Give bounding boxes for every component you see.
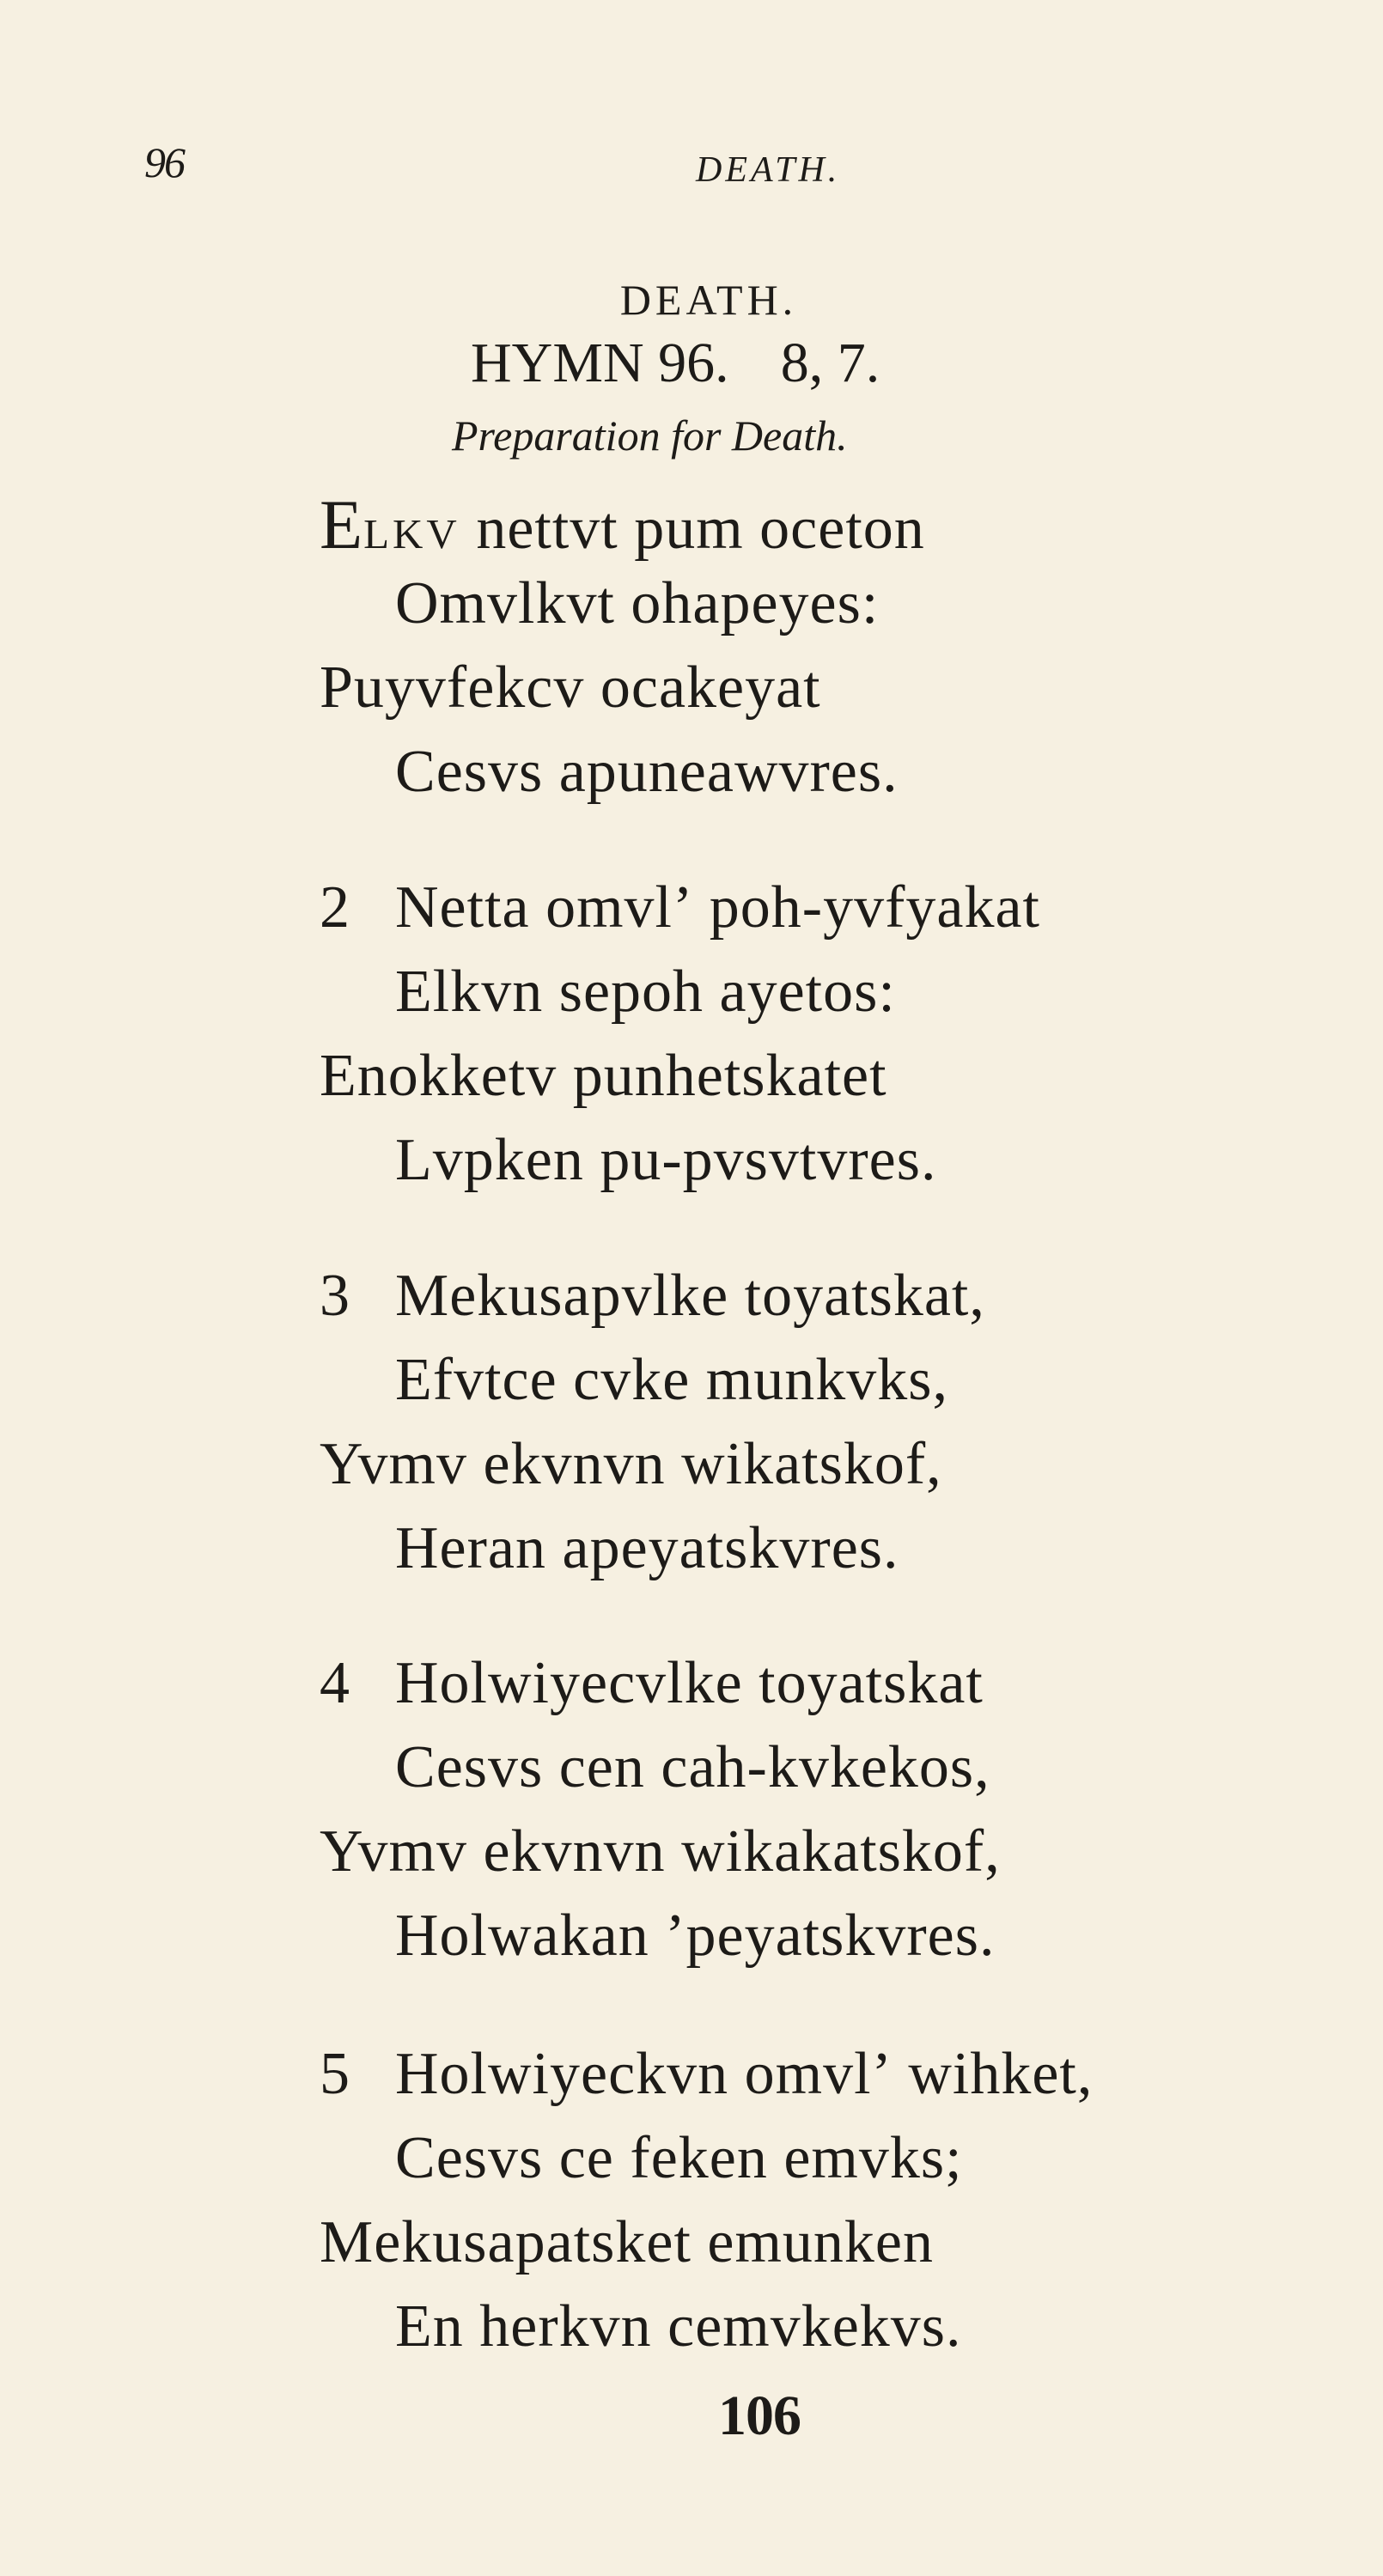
stanza-4-line-2: Cesvs cen cah-kvkekos, bbox=[395, 1734, 990, 1800]
section-title: DEATH. bbox=[619, 276, 798, 324]
stanza-5-line-2: Cesvs ce feken emvks; bbox=[395, 2125, 963, 2191]
stanza-4-line-1: Holwiyecvlke toyatskat bbox=[395, 1650, 984, 1716]
stanza-1-line-4: Cesvs apuneawvres. bbox=[395, 739, 899, 805]
stanza-2-line-2: Elkvn sepoh ayetos: bbox=[395, 959, 896, 1025]
line-1-rest: nettvt pum oceton bbox=[460, 496, 925, 562]
stanza-5-line-3: Mekusapatsket emunken bbox=[320, 2209, 934, 2275]
first-word-rest: lkv bbox=[363, 496, 460, 562]
stanza-4-line-3: Yvmv ekvnvn wikakatskof, bbox=[320, 1818, 1001, 1885]
stanza-3-line-1: Mekusapvlke toyatskat, bbox=[395, 1263, 985, 1329]
drop-initial: E bbox=[320, 485, 364, 563]
stanza-1-line-3: Puyvfekcv ocakeyat bbox=[320, 655, 821, 721]
stanza-number: 2 bbox=[320, 874, 350, 941]
hymn-meter: 8, 7. bbox=[780, 332, 880, 394]
stanza-3-line-3: Yvmv ekvnvn wikatskof, bbox=[320, 1431, 942, 1497]
hymn-subtitle: Preparation for Death. bbox=[452, 411, 848, 460]
running-title: DEATH. bbox=[696, 150, 841, 190]
stanza-4-line-4: Holwakan ʼpeyatskvres. bbox=[395, 1903, 996, 1969]
catchword: 106 bbox=[718, 2384, 801, 2447]
stanza-1-line-1 bbox=[320, 485, 925, 563]
stanza-2-line-3: Enokketv punhetskatet bbox=[320, 1043, 887, 1109]
stanza-2-line-1: Netta omvlʼ poh-yvfyakat bbox=[395, 874, 1041, 941]
stanza-number: 5 bbox=[320, 2041, 350, 2107]
stanza-number: 4 bbox=[320, 1650, 350, 1716]
stanza-3-line-4: Heran apeyatskvres. bbox=[395, 1515, 899, 1581]
stanza-1-line-2: Omvlkvt ohapeyes: bbox=[395, 570, 880, 636]
stanza-5-line-4: En herkvn cemvkekvs. bbox=[395, 2293, 962, 2360]
stanza-number: 3 bbox=[320, 1263, 350, 1329]
hymn-heading bbox=[471, 331, 880, 396]
stanza-2-line-4: Lvpken pu-pvsvtvres. bbox=[395, 1127, 937, 1193]
stanza-5-line-1: Holwiyeckvn omvlʼ wihket, bbox=[395, 2041, 1094, 2107]
running-head bbox=[0, 137, 1383, 198]
stanza-3-line-2: Efvtce cvke munkvks, bbox=[395, 1347, 948, 1413]
hymn-label: HYMN 96. bbox=[471, 332, 729, 394]
page-number: 96 bbox=[144, 138, 184, 186]
